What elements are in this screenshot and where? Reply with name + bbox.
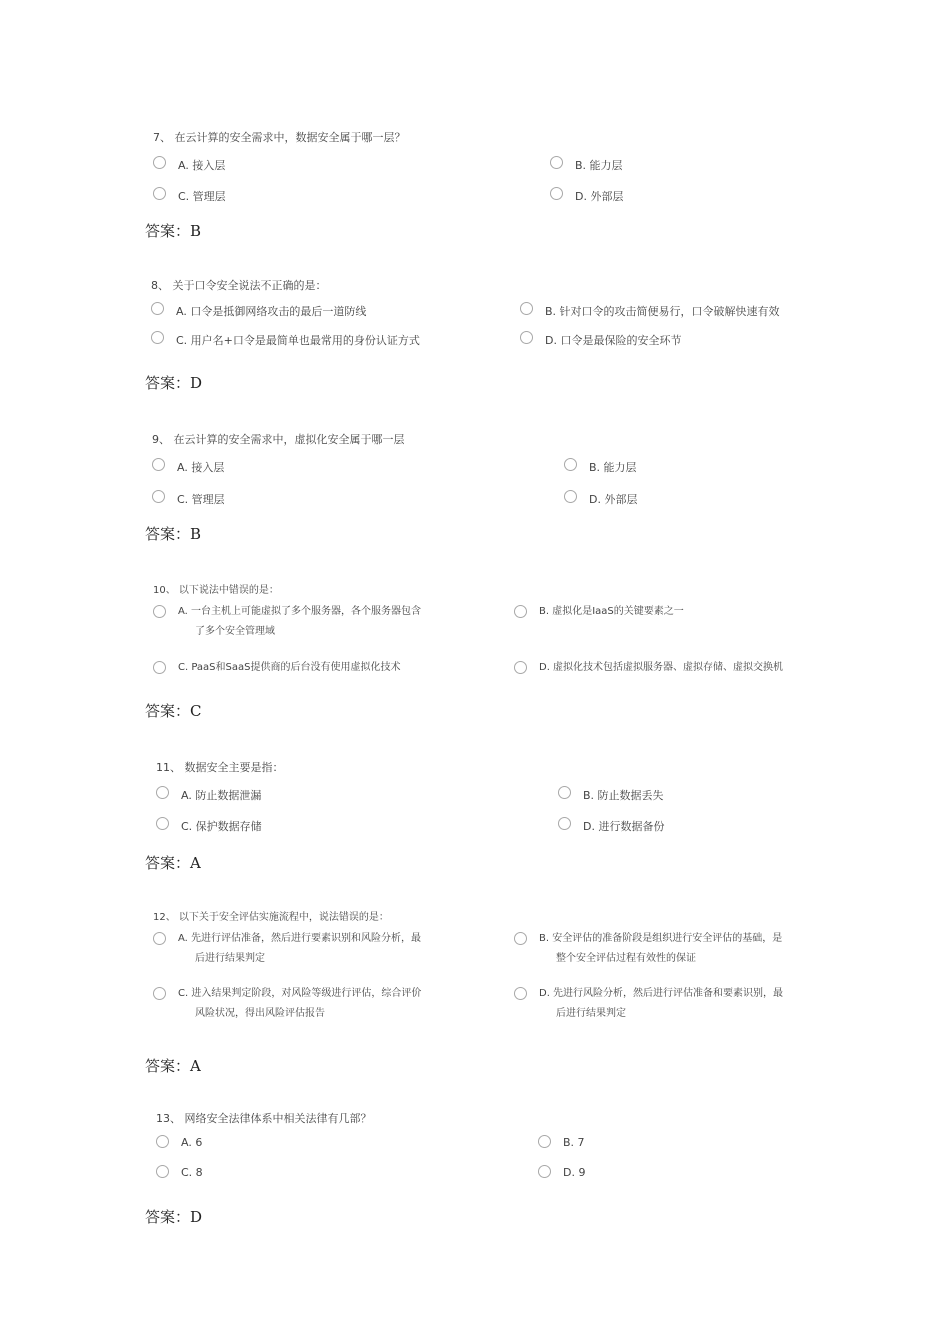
option-d[interactable] (558, 818, 664, 834)
question-text: 12、 以下关于安全评估实施流程中，说法错误的是： (153, 912, 389, 923)
radio-icon[interactable] (156, 1135, 169, 1148)
answer-text: 答案：C (145, 702, 202, 720)
option-label: A. 口令是抵御网络攻击的最后一道防线 (176, 305, 367, 318)
option-label: C. 用户名+口令是最简单也最常用的身份认证方式 (176, 334, 420, 347)
option-label: D. 9 (563, 1166, 586, 1179)
radio-icon[interactable] (564, 458, 577, 471)
option-label: B. 安全评估的准备阶段是组织进行安全评估的基础，是 (539, 933, 783, 944)
answer-text: 答案：A (145, 1057, 201, 1075)
option-label-continued: 整个安全评估过程有效性的保证 (556, 953, 696, 964)
option-d[interactable] (514, 662, 783, 678)
answer-text: 答案：A (145, 854, 201, 872)
option-d[interactable] (550, 188, 623, 204)
option-label: A. 一台主机上可能虚拟了多个服务器，各个服务器包含 (178, 606, 422, 617)
radio-icon[interactable] (514, 932, 527, 945)
option-label: A. 接入层 (178, 159, 226, 172)
option-b[interactable] (558, 787, 664, 803)
radio-icon[interactable] (514, 987, 527, 1000)
option-a[interactable] (153, 157, 225, 173)
option-label-continued: 后进行结果判定 (556, 1008, 626, 1019)
radio-icon[interactable] (550, 156, 563, 169)
option-label: D. 先进行风险分析，然后进行评估准备和要素识别，最 (539, 988, 784, 999)
option-label: D. 外部层 (575, 190, 624, 203)
option-c[interactable] (152, 491, 225, 507)
option-b[interactable] (514, 606, 684, 622)
question-text: 9、 在云计算的安全需求中，虚拟化安全属于哪一层 (152, 433, 405, 446)
answer-text: 答案：B (145, 222, 202, 240)
radio-icon[interactable] (520, 302, 533, 315)
option-b[interactable] (550, 157, 623, 173)
radio-icon[interactable] (558, 817, 571, 830)
option-label: D. 进行数据备份 (583, 820, 665, 833)
option-label: A. 防止数据泄漏 (181, 789, 262, 802)
option-d[interactable] (564, 491, 637, 507)
radio-icon[interactable] (153, 932, 166, 945)
question-text: 8、 关于口令安全说法不正确的是： (151, 279, 327, 292)
option-label-continued: 后进行结果判定 (195, 953, 265, 964)
radio-icon[interactable] (153, 187, 166, 200)
option-b[interactable] (538, 1136, 585, 1149)
option-label: A. 6 (181, 1136, 203, 1149)
option-label: B. 针对口令的攻击简便易行，口令破解快速有效 (545, 305, 780, 318)
option-label: D. 虚拟化技术包括虚拟服务器、虚拟存储、虚拟交换机 (539, 662, 784, 673)
radio-icon[interactable] (151, 331, 164, 344)
radio-icon[interactable] (152, 490, 165, 503)
option-label: B. 虚拟化是IaaS的关键要素之一 (539, 606, 684, 617)
option-label: A. 先进行评估准备，然后进行要素识别和风险分析，最 (178, 933, 422, 944)
answer-text: 答案：D (145, 1208, 203, 1226)
question-text: 11、 数据安全主要是指： (156, 761, 284, 774)
option-a[interactable] (152, 459, 224, 475)
option-label: B. 能力层 (575, 159, 623, 172)
option-a[interactable] (153, 606, 421, 642)
radio-icon[interactable] (538, 1135, 551, 1148)
question-text: 7、 在云计算的安全需求中，数据安全属于哪一层？ (153, 131, 406, 144)
radio-icon[interactable] (156, 817, 169, 830)
option-label: B. 防止数据丢失 (583, 789, 664, 802)
option-d[interactable] (538, 1166, 585, 1179)
radio-icon[interactable] (153, 605, 166, 618)
radio-icon[interactable] (514, 661, 527, 674)
radio-icon[interactable] (156, 786, 169, 799)
option-label: A. 接入层 (177, 461, 225, 474)
radio-icon[interactable] (156, 1165, 169, 1178)
radio-icon[interactable] (520, 331, 533, 344)
option-label: D. 口令是最保险的安全环节 (545, 334, 682, 347)
radio-icon[interactable] (153, 987, 166, 1000)
option-label: C. 管理层 (177, 493, 225, 506)
radio-icon[interactable] (514, 605, 527, 618)
option-d[interactable] (514, 988, 783, 1024)
option-label: D. 外部层 (589, 493, 638, 506)
option-label-continued: 了多个安全管理域 (195, 626, 275, 637)
radio-icon[interactable] (151, 302, 164, 315)
option-label: B. 能力层 (589, 461, 637, 474)
option-c[interactable] (153, 188, 226, 204)
radio-icon[interactable] (152, 458, 165, 471)
radio-icon[interactable] (550, 187, 563, 200)
radio-icon[interactable] (538, 1165, 551, 1178)
option-c[interactable] (156, 1166, 203, 1179)
option-label: C. 保护数据存储 (181, 820, 262, 833)
option-c[interactable] (156, 818, 262, 834)
option-label: C. 8 (181, 1166, 203, 1179)
option-a[interactable] (156, 787, 261, 803)
answer-text: 答案：D (145, 374, 203, 392)
option-label: C. 管理层 (178, 190, 226, 203)
option-a[interactable] (151, 303, 366, 319)
option-d[interactable] (520, 332, 681, 348)
option-c[interactable] (153, 662, 400, 678)
radio-icon[interactable] (558, 786, 571, 799)
option-label-continued: 风险状况，得出风险评估报告 (195, 1008, 325, 1019)
option-b[interactable] (514, 933, 782, 969)
option-b[interactable] (520, 303, 780, 319)
option-label: B. 7 (563, 1136, 585, 1149)
option-a[interactable] (153, 933, 421, 969)
option-c[interactable] (151, 332, 420, 348)
radio-icon[interactable] (564, 490, 577, 503)
option-label: C. PaaS和SaaS提供商的后台没有使用虚拟化技术 (178, 662, 401, 673)
option-c[interactable] (153, 988, 421, 1024)
option-label: C. 进入结果判定阶段，对风险等级进行评估，综合评价 (178, 988, 422, 999)
question-text: 10、 以下说法中错误的是： (153, 585, 279, 596)
option-a[interactable] (156, 1136, 202, 1149)
answer-text: 答案：B (145, 525, 202, 543)
radio-icon[interactable] (153, 661, 166, 674)
radio-icon[interactable] (153, 156, 166, 169)
question-text: 13、 网络安全法律体系中相关法律有几部？ (156, 1112, 372, 1125)
option-b[interactable] (564, 459, 637, 475)
